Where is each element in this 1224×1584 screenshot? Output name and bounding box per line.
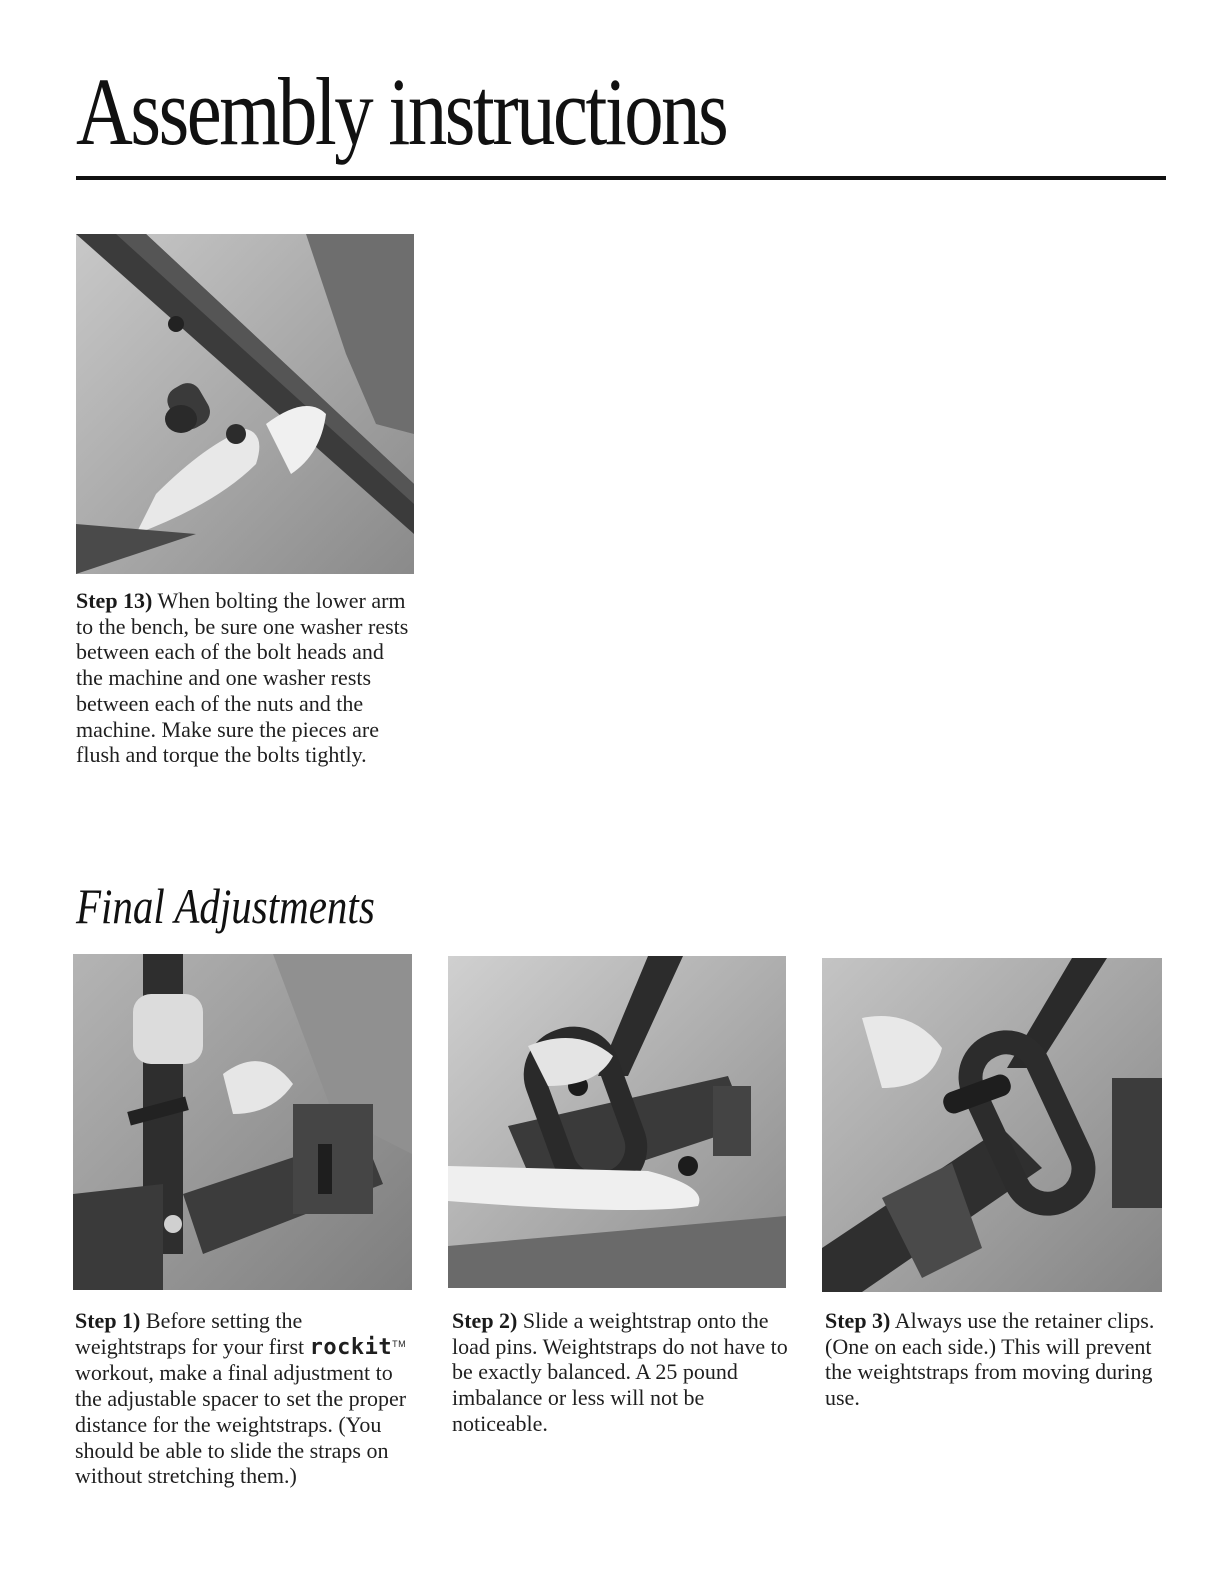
final-step-3-text [825,1308,1155,1411]
final-step-3-label: Step 3) [825,1308,891,1333]
final-step-1-text [75,1308,411,1489]
step-13-photo [76,234,414,574]
step-13-illustration [76,234,414,574]
final-step-2-illustration [448,956,786,1288]
brand-name-text: rockit [309,1334,393,1360]
final-step-1-label: Step 1) [75,1308,141,1333]
step-13-text [76,588,416,768]
final-step-2-photo [448,956,786,1288]
step-13-body: When bolting the lower arm to the bench, be sure one washer rests between each of the bolt heads and the machine and one washer rests between each of the nuts and the machine. Make sure the pieces are flush and torque the bolts tightly. [76,588,409,768]
final-step-3-photo [822,958,1162,1292]
final-step-1-illustration [73,954,412,1290]
final-step-2-text [452,1308,794,1437]
final-step-1-photo [73,954,412,1290]
final-step-2-body: Slide a weightstrap onto the load pins. Weightstraps do not have to be exactly balanced. A 25 pound imbalance or less will not be noticeable. [452,1308,788,1436]
section-heading-final-adjustments: Final Adjustments [76,878,375,934]
step-13-label: Step 13) [76,588,153,613]
page-title: Assembly instructions [76,58,727,165]
final-step-1-body-end: workout, make a final adjustment to the adjustable spacer to set the proper distance for the weightstraps. (You should be able to slide the straps on without stretching them.) [75,1360,407,1489]
final-step-1-body-start: Before setting the weightstraps for your first [75,1308,305,1359]
final-step-3-body: Always use the retainer clips. (One on each side.) This will prevent the weightstraps from moving during use. [825,1308,1155,1411]
brand-name [310,1335,406,1360]
title-rule [76,176,1166,180]
final-step-2-label: Step 2) [452,1308,518,1333]
trademark-mark: TM [392,1338,407,1349]
final-step-3-illustration [822,958,1162,1292]
